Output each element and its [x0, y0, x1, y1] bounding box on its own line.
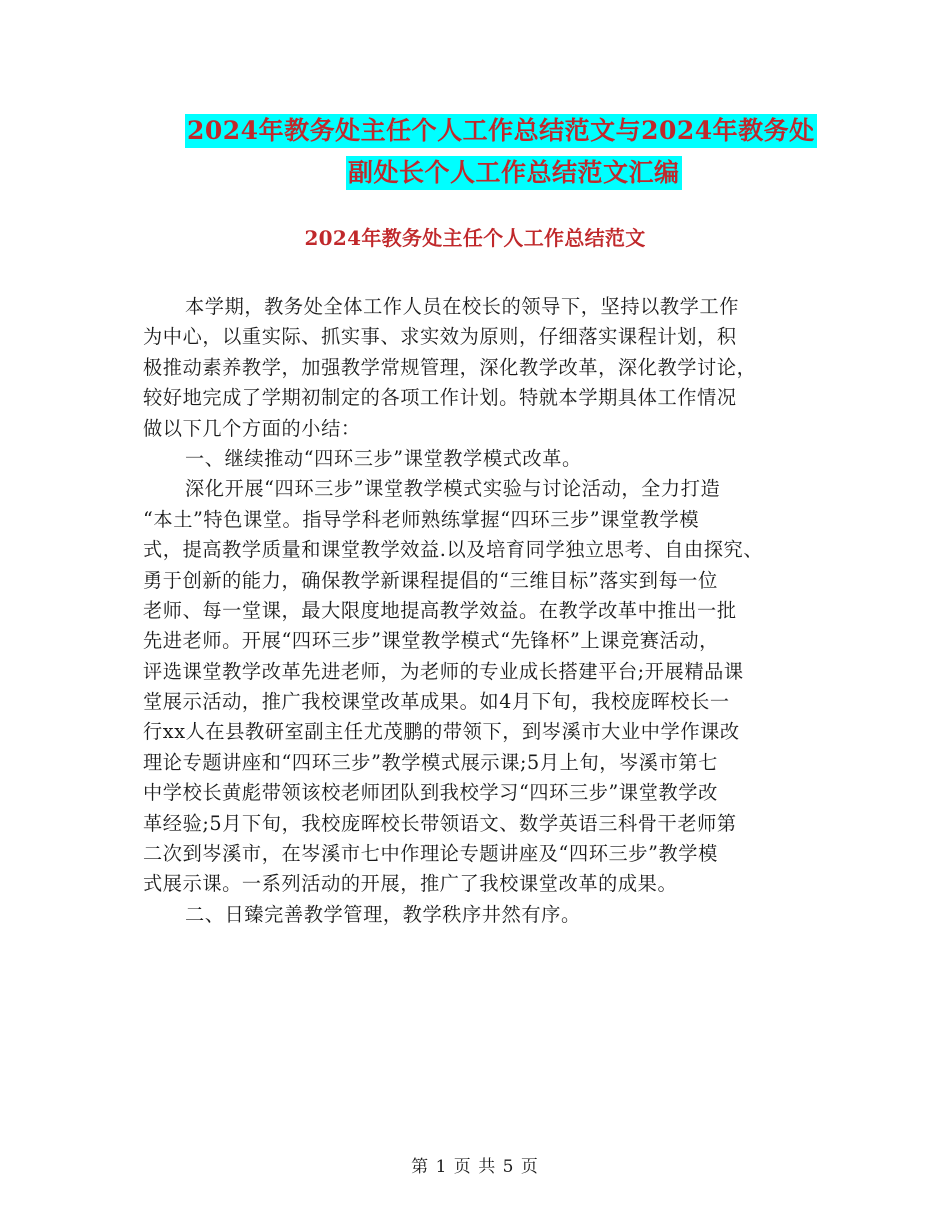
paragraph-line: 革经验;5月下旬，我校庞晖校长带领语文、数学英语三科骨干老师第 [143, 811, 737, 835]
paragraph-line: 式，提高教学质量和课堂教学效益.以及培育同学独立思考、自由探究、 [143, 538, 764, 562]
paragraph-line: 勇于创新的能力，确保教学新课程提倡的“三维目标”落实到每一位 [143, 568, 718, 592]
paragraph-line: “本土”特色课堂。指导学科老师熟练掌握“四环三步”课堂教学模 [143, 507, 700, 531]
paragraph-line: 本学期，教务处全体工作人员在校长的领导下，坚持以教学工作 [185, 295, 740, 318]
paragraph-line: 深化开展“四环三步”课堂教学模式实验与讨论活动，全力打造 [185, 477, 721, 501]
paragraph-line: 先进老师。开展“四环三步”课堂教学模式“先锋杯”上课竞赛活动， [143, 629, 719, 653]
section-heading-2: 二、日臻完善教学管理，教学秩序井然有序。 [185, 902, 581, 926]
document-title-line-2: 副处长个人工作总结范文汇编 [346, 156, 682, 190]
paragraph-line: 堂展示活动，推广我校课堂改革成果。如4月下旬，我校庞晖校长一 [143, 690, 730, 714]
section-title: 2024年教务处主任个人工作总结范文 [304, 226, 646, 250]
document-title-line-1: 2024年教务处主任个人工作总结范文与2024年教务处 [185, 114, 817, 148]
paragraph-line: 二次到岑溪市，在岑溪市七中作理论专题讲座及“四环三步”教学模 [143, 842, 718, 866]
paragraph-line: 行xx人在县教研室副主任尤茂鹏的带领下，到岑溪市大业中学作课改 [143, 720, 740, 744]
section-heading-1: 一、继续推动“四环三步”课堂教学模式改革。 [185, 446, 582, 470]
paragraph-line: 做以下几个方面的小结： [143, 416, 361, 440]
paragraph-line: 式展示课。一系列活动的开展，推广了我校课堂改革的成果。 [143, 872, 678, 896]
paragraph-line: 理论专题讲座和“四环三步”教学模式展示课;5月上旬，岑溪市第七 [143, 750, 718, 774]
paragraph-line: 为中心，以重实际、抓实事、求实效为原则，仔细落实课程计划，积 [143, 325, 737, 349]
paragraph-line: 较好地完成了学期初制定的各项工作计划。特就本学期具体工作情况 [143, 386, 737, 410]
paragraph-line: 评选课堂教学改革先进老师，为老师的专业成长搭建平台;开展精品课 [143, 659, 744, 683]
document-body [143, 292, 833, 930]
paragraph-line: 极推动素养教学，加强教学常规管理，深化教学改革，深化教学讨论， [143, 355, 757, 379]
paragraph-line: 中学校长黄彪带领该校老师团队到我校学习“四环三步”课堂教学改 [143, 781, 718, 805]
page-number-footer: 第 1 页 共 5 页 [411, 1157, 539, 1177]
paragraph-line: 老师、每一堂课，最大限度地提高教学效益。在教学改革中推出一批 [143, 598, 737, 622]
